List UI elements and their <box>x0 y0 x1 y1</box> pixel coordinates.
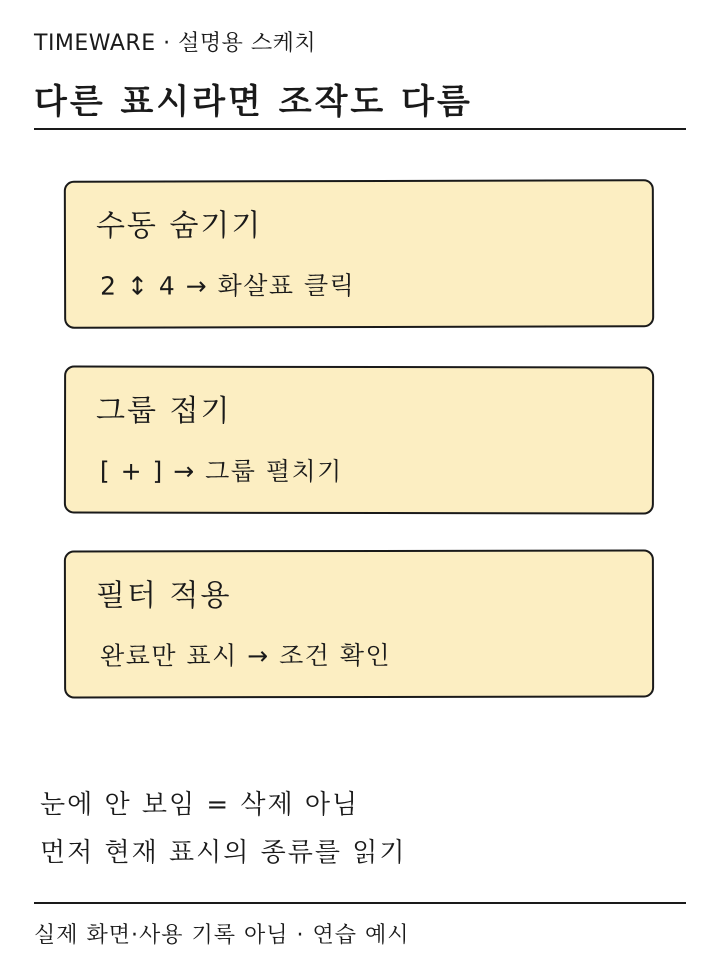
note-not-deleted: 눈에 안 보임 = 삭제 아님 <box>40 790 360 820</box>
header-divider <box>34 128 686 130</box>
card-manual-hide <box>64 179 654 329</box>
footer-divider <box>34 902 686 904</box>
card-body: 2 ↕ 4 → 화살표 클릭 <box>100 271 356 301</box>
card-body: [ + ] → 그룹 펼치기 <box>99 456 343 486</box>
card-title: 필터 적용 <box>95 578 232 614</box>
card-title: 그룹 접기 <box>96 393 232 429</box>
note-read-display-type: 먼저 현재 표시의 종류를 읽기 <box>40 838 407 868</box>
page-title: 다른 표시라면 조작도 다름 <box>34 82 473 122</box>
sketch-kicker: TIMEWARE · 설명용 스케치 <box>34 31 317 56</box>
footer-disclaimer: 실제 화면·사용 기록 아님 · 연습 예시 <box>34 923 410 948</box>
card-body: 완료만 표시 → 조건 확인 <box>100 640 392 671</box>
card-filter-applied <box>64 549 654 698</box>
card-group-collapse <box>64 365 654 514</box>
card-title: 수동 숨기기 <box>95 208 263 244</box>
